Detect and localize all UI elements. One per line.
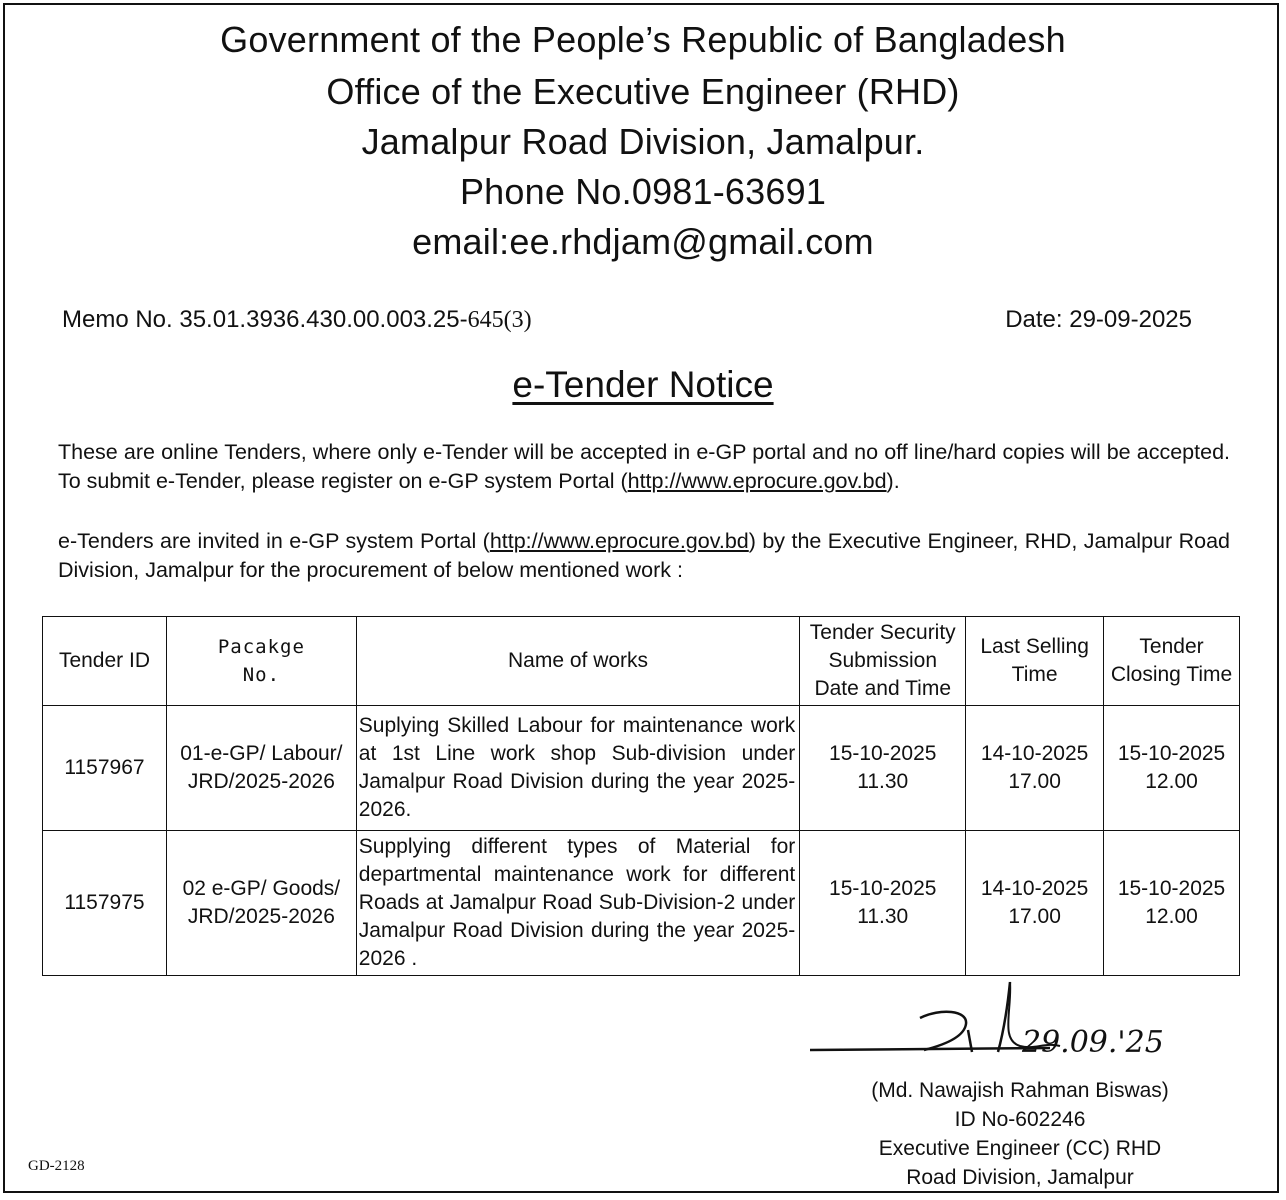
tender-id-cell: 1157967	[43, 706, 167, 831]
signatory-designation: Executive Engineer (CC) RHD	[878, 1137, 1162, 1160]
closing-datetime-cell: 15-10-2025 12.00	[1104, 706, 1240, 831]
header-phone: Phone No.0981-63691	[459, 171, 827, 212]
signatory-id: ID No-602246	[954, 1108, 1086, 1131]
header-email: email:ee.rhdjam@gmail.com	[412, 221, 874, 262]
selling-datetime-cell: 14-10-2025 17.00	[966, 831, 1104, 976]
work-description-cell: Supplying different types of Material for departmental maintenance work for different Roads at Jamalpur Road Sub-Division-2 under Jamalpur Road Division during the year 2025-2026 .	[356, 831, 799, 976]
invitation-paragraph: e-Tenders are invited in e-GP system Portal (http://www.eprocure.gov.bd) by the Executive Engineer, RHD, Jamalpur Road Division, Jamalpur for the procurement of below mentioned work :	[58, 529, 1230, 582]
memo-number: Memo No. 35.01.3936.430.00.003.25-645(3)	[62, 306, 532, 333]
table-header-row	[43, 617, 1240, 706]
signatory-office: Road Division, Jamalpur	[906, 1166, 1134, 1189]
security-datetime-cell: 15-10-2025 11.30	[800, 831, 966, 976]
security-datetime-cell: 15-10-2025 11.30	[800, 706, 966, 831]
header-government: Government of the People’s Republic of Bangladesh	[220, 19, 1066, 60]
tender-table	[42, 616, 1240, 976]
signature-graphic	[800, 980, 1180, 1060]
tender-id-cell: 1157975	[43, 831, 167, 976]
header-security-submission: Tender Security Submission Date and Time	[800, 617, 966, 706]
closing-datetime-cell: 15-10-2025 12.00	[1104, 831, 1240, 976]
intro-paragraph: These are online Tenders, where only e-Tender will be accepted in e-GP portal and no off line/hard copies will be accepted. To submit e-Tender, please register on e-GP system Portal (http://www.eprocure.gov.bd).	[58, 440, 1230, 493]
header-office: Office of the Executive Engineer (RHD)	[326, 71, 960, 112]
header-tender-id: Tender ID	[43, 617, 167, 706]
handwritten-signature	[800, 980, 1180, 1060]
work-description-cell: Suplying Skilled Labour for maintenance work at 1st Line work shop Sub-division under Jamalpur Road Division during the year 2025-2026.	[356, 706, 799, 831]
table-row	[43, 831, 1240, 976]
package-cell: 02 e-GP/ Goods/ JRD/2025-2026	[166, 831, 356, 976]
eprocure-link[interactable]: http://www.eprocure.gov.bd	[489, 529, 749, 553]
signature-date: 29.09.'25	[1022, 1025, 1164, 1060]
package-cell: 01-e-GP/ Labour/ JRD/2025-2026	[166, 706, 356, 831]
header-package-no: Pacakge No.	[166, 617, 356, 706]
footer-code: GD-2128	[28, 1158, 85, 1174]
selling-datetime-cell: 14-10-2025 17.00	[966, 706, 1104, 831]
header-name-of-works: Name of works	[356, 617, 799, 706]
notice-date: Date: 29-09-2025	[1005, 306, 1192, 333]
notice-title: e-Tender Notice	[512, 364, 774, 405]
signatory-name: (Md. Nawajish Rahman Biswas)	[871, 1079, 1169, 1102]
header-closing-time: Tender Closing Time	[1104, 617, 1240, 706]
eprocure-link[interactable]: http://www.eprocure.gov.bd	[627, 469, 887, 493]
header-last-selling-time: Last Selling Time	[966, 617, 1104, 706]
signatory-block	[830, 1076, 1210, 1192]
table-row	[43, 706, 1240, 831]
header-division: Jamalpur Road Division, Jamalpur.	[361, 121, 925, 162]
